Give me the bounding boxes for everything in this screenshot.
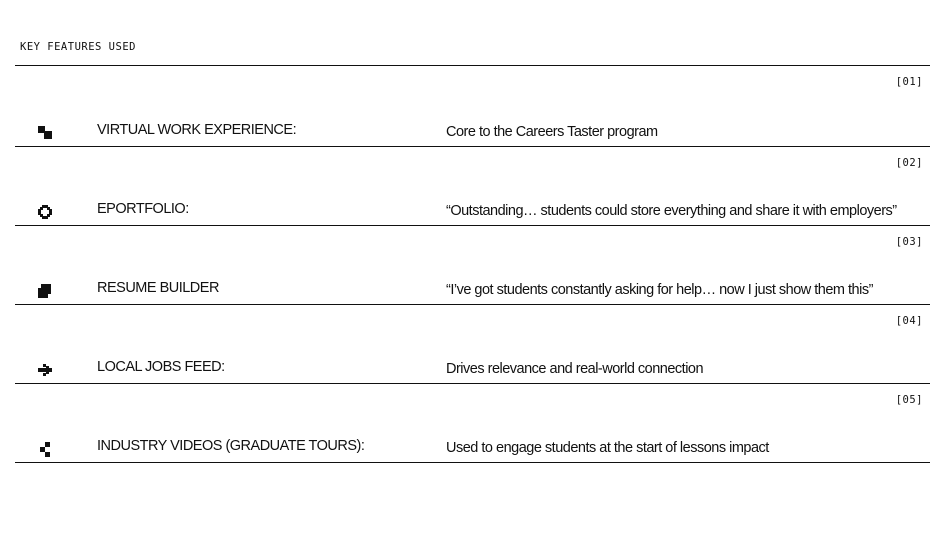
feature-note: “Outstanding… students could store everything and share it with employers” <box>446 203 897 219</box>
feature-note: Used to engage students at the start of lessons impact <box>446 440 769 456</box>
feature-label: RESUME BUILDER <box>97 280 219 296</box>
virtual-work-icon <box>38 126 52 140</box>
feature-row-resume-builder <box>15 226 930 305</box>
arrow-right-icon <box>38 363 52 377</box>
feature-row-eportfolio <box>15 147 930 226</box>
features-list <box>15 66 930 463</box>
row-index: [01] <box>895 76 923 88</box>
feature-row-virtual-work-experience <box>15 66 930 147</box>
resume-builder-icon <box>38 284 52 298</box>
feature-row-local-jobs-feed <box>15 305 930 384</box>
row-index: [02] <box>895 157 923 169</box>
row-index: [05] <box>895 394 923 406</box>
row-index: [03] <box>895 236 923 248</box>
feature-row-industry-videos <box>15 384 930 463</box>
feature-note: “I’ve got students constantly asking for help… now I just show them this” <box>446 282 873 298</box>
feature-note: Drives relevance and real-world connection <box>446 361 704 377</box>
section-title: KEY FEATURES USED <box>20 41 136 53</box>
feature-label: EPORTFOLIO: <box>97 201 189 217</box>
industry-videos-icon <box>38 442 52 456</box>
row-index: [04] <box>895 315 923 327</box>
feature-label: INDUSTRY VIDEOS (GRADUATE TOURS): <box>97 438 365 454</box>
feature-label: VIRTUAL WORK EXPERIENCE: <box>97 122 297 138</box>
feature-label: LOCAL JOBS FEED: <box>97 359 225 375</box>
eportfolio-icon <box>38 205 52 219</box>
feature-note: Core to the Careers Taster program <box>446 124 658 140</box>
